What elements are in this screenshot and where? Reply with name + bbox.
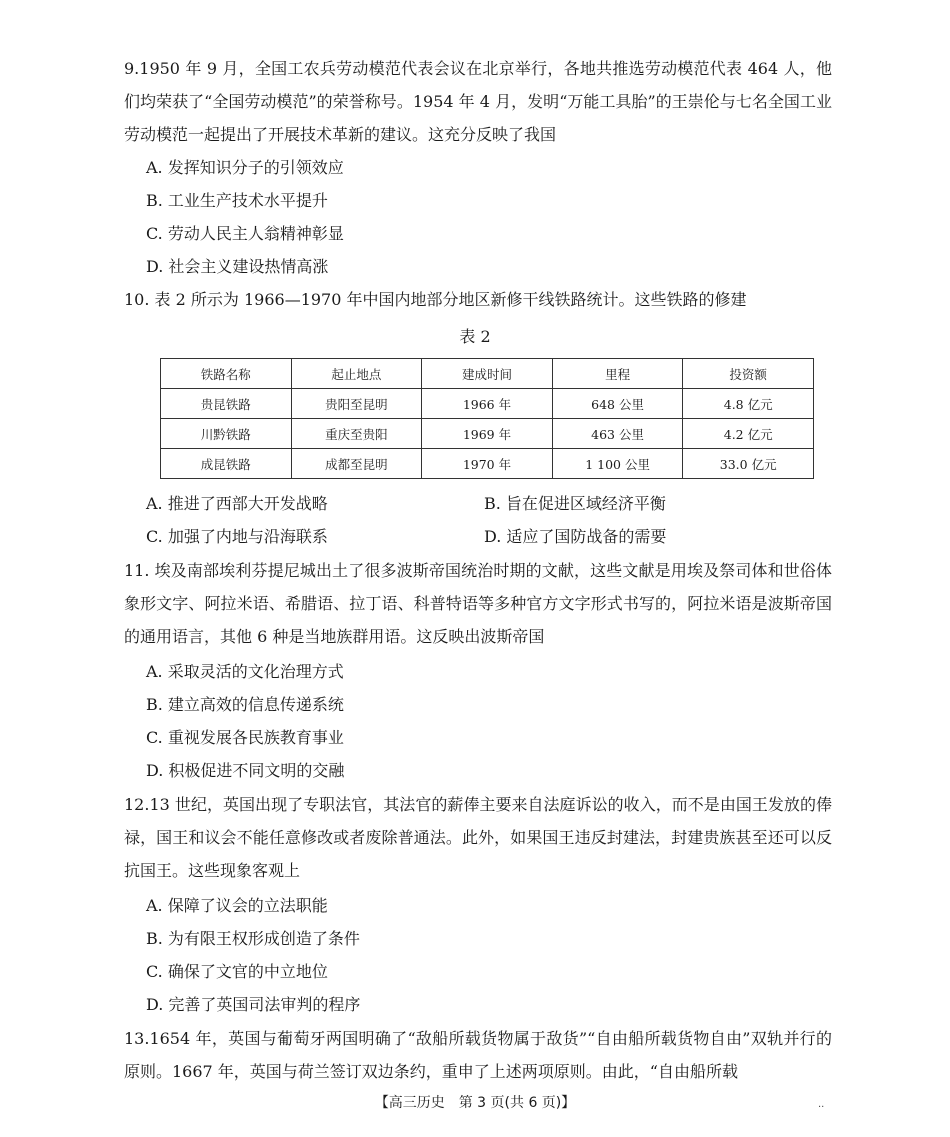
question-9-option-b: B. 工业生产技术水平提升 bbox=[146, 191, 328, 210]
table-cell: 463 公里 bbox=[552, 419, 683, 449]
table-cell: 648 公里 bbox=[552, 389, 683, 419]
table-header-cell: 里程 bbox=[552, 359, 683, 389]
table-cell: 成昆铁路 bbox=[161, 449, 292, 479]
table-row bbox=[161, 449, 814, 479]
table-cell: 1 100 公里 bbox=[552, 449, 683, 479]
question-13-stem: 13.1654 年，英国与葡萄牙两国明确了“敌船所载货物属于敌货”“自由船所载货物自由”双轨并行的原则。1667 年，英国与荷兰签订双边条约，重申了上述两项原则。由此，“自由船所载 bbox=[124, 1029, 832, 1081]
question-12-option-d: D. 完善了英国司法审判的程序 bbox=[146, 995, 361, 1014]
table-cell: 贵昆铁路 bbox=[161, 389, 292, 419]
question-10-option-d: D. 适应了国防战备的需要 bbox=[484, 527, 667, 546]
table-row bbox=[161, 389, 814, 419]
table-cell: 1969 年 bbox=[422, 419, 553, 449]
railway-table bbox=[160, 358, 814, 479]
table-cell: 1966 年 bbox=[422, 389, 553, 419]
table-header-cell: 建成时间 bbox=[422, 359, 553, 389]
question-12-option-c: C. 确保了文官的中立地位 bbox=[146, 962, 328, 981]
table-cell: 4.2 亿元 bbox=[683, 419, 814, 449]
question-10-stem: 10. 表 2 所示为 1966—1970 年中国内地部分地区新修干线铁路统计。这些铁路的修建 bbox=[124, 290, 747, 309]
table-cell: 贵阳至昆明 bbox=[291, 389, 422, 419]
question-10-option-c: C. 加强了内地与沿海联系 bbox=[146, 527, 328, 546]
table-cell: 33.0 亿元 bbox=[683, 449, 814, 479]
question-11-option-c: C. 重视发展各民族教育事业 bbox=[146, 728, 344, 747]
question-10-option-a: A. 推进了西部大开发战略 bbox=[146, 494, 328, 513]
table-cell: 重庆至贵阳 bbox=[291, 419, 422, 449]
table-header-cell: 投资额 bbox=[683, 359, 814, 389]
question-9-option-c: C. 劳动人民主人翁精神彰显 bbox=[146, 224, 344, 243]
table-header-row bbox=[161, 359, 814, 389]
question-12-stem: 12.13 世纪，英国出现了专职法官，其法官的薪俸主要来自法庭诉讼的收入，而不是由国王发放的俸禄，国王和议会不能任意修改或者废除普通法。此外，如果国王违反封建法，封建贵族甚至还可以反抗国王。这些现象客观上 bbox=[124, 795, 832, 880]
page-footer: 【高三历史 第 3 页(共 6 页)】 bbox=[374, 1095, 576, 1111]
question-9-option-d: D. 社会主义建设热情高涨 bbox=[146, 257, 329, 276]
corner-mark: .. bbox=[818, 1099, 825, 1110]
table-caption: 表 2 bbox=[459, 327, 491, 346]
table-header-cell: 铁路名称 bbox=[161, 359, 292, 389]
question-9-stem: 9.1950 年 9 月，全国工农兵劳动模范代表会议在北京举行，各地共推选劳动模范代表 464 人，他们均荣获了“全国劳动模范”的荣誉称号。1954 年 4 月，发明“万能工具胎”的王崇伦与七名全国工业劳动模范一起提出了开展技术革新的建议。这充分反映了我国 bbox=[124, 59, 832, 144]
table-cell: 成都至昆明 bbox=[291, 449, 422, 479]
table-cell: 4.8 亿元 bbox=[683, 389, 814, 419]
question-11-option-b: B. 建立高效的信息传递系统 bbox=[146, 695, 344, 714]
question-11-option-d: D. 积极促进不同文明的交融 bbox=[146, 761, 345, 780]
question-12-option-a: A. 保障了议会的立法职能 bbox=[146, 896, 328, 915]
question-9-option-a: A. 发挥知识分子的引领效应 bbox=[146, 158, 344, 177]
table-cell: 川黔铁路 bbox=[161, 419, 292, 449]
question-11-option-a: A. 采取灵活的文化治理方式 bbox=[146, 662, 344, 681]
question-11-stem: 11. 埃及南部埃利芬提尼城出土了很多波斯帝国统治时期的文献，这些文献是用埃及祭司体和世俗体象形文字、阿拉米语、希腊语、拉丁语、科普特语等多种官方文字形式书写的，阿拉米语是波斯帝国的通用语言，其他 6 种是当地族群用语。这反映出波斯帝国 bbox=[124, 561, 832, 646]
question-10-option-b: B. 旨在促进区域经济平衡 bbox=[484, 494, 666, 513]
table-header-cell: 起止地点 bbox=[291, 359, 422, 389]
table-cell: 1970 年 bbox=[422, 449, 553, 479]
question-12-option-b: B. 为有限王权形成创造了条件 bbox=[146, 929, 360, 948]
table-row bbox=[161, 419, 814, 449]
